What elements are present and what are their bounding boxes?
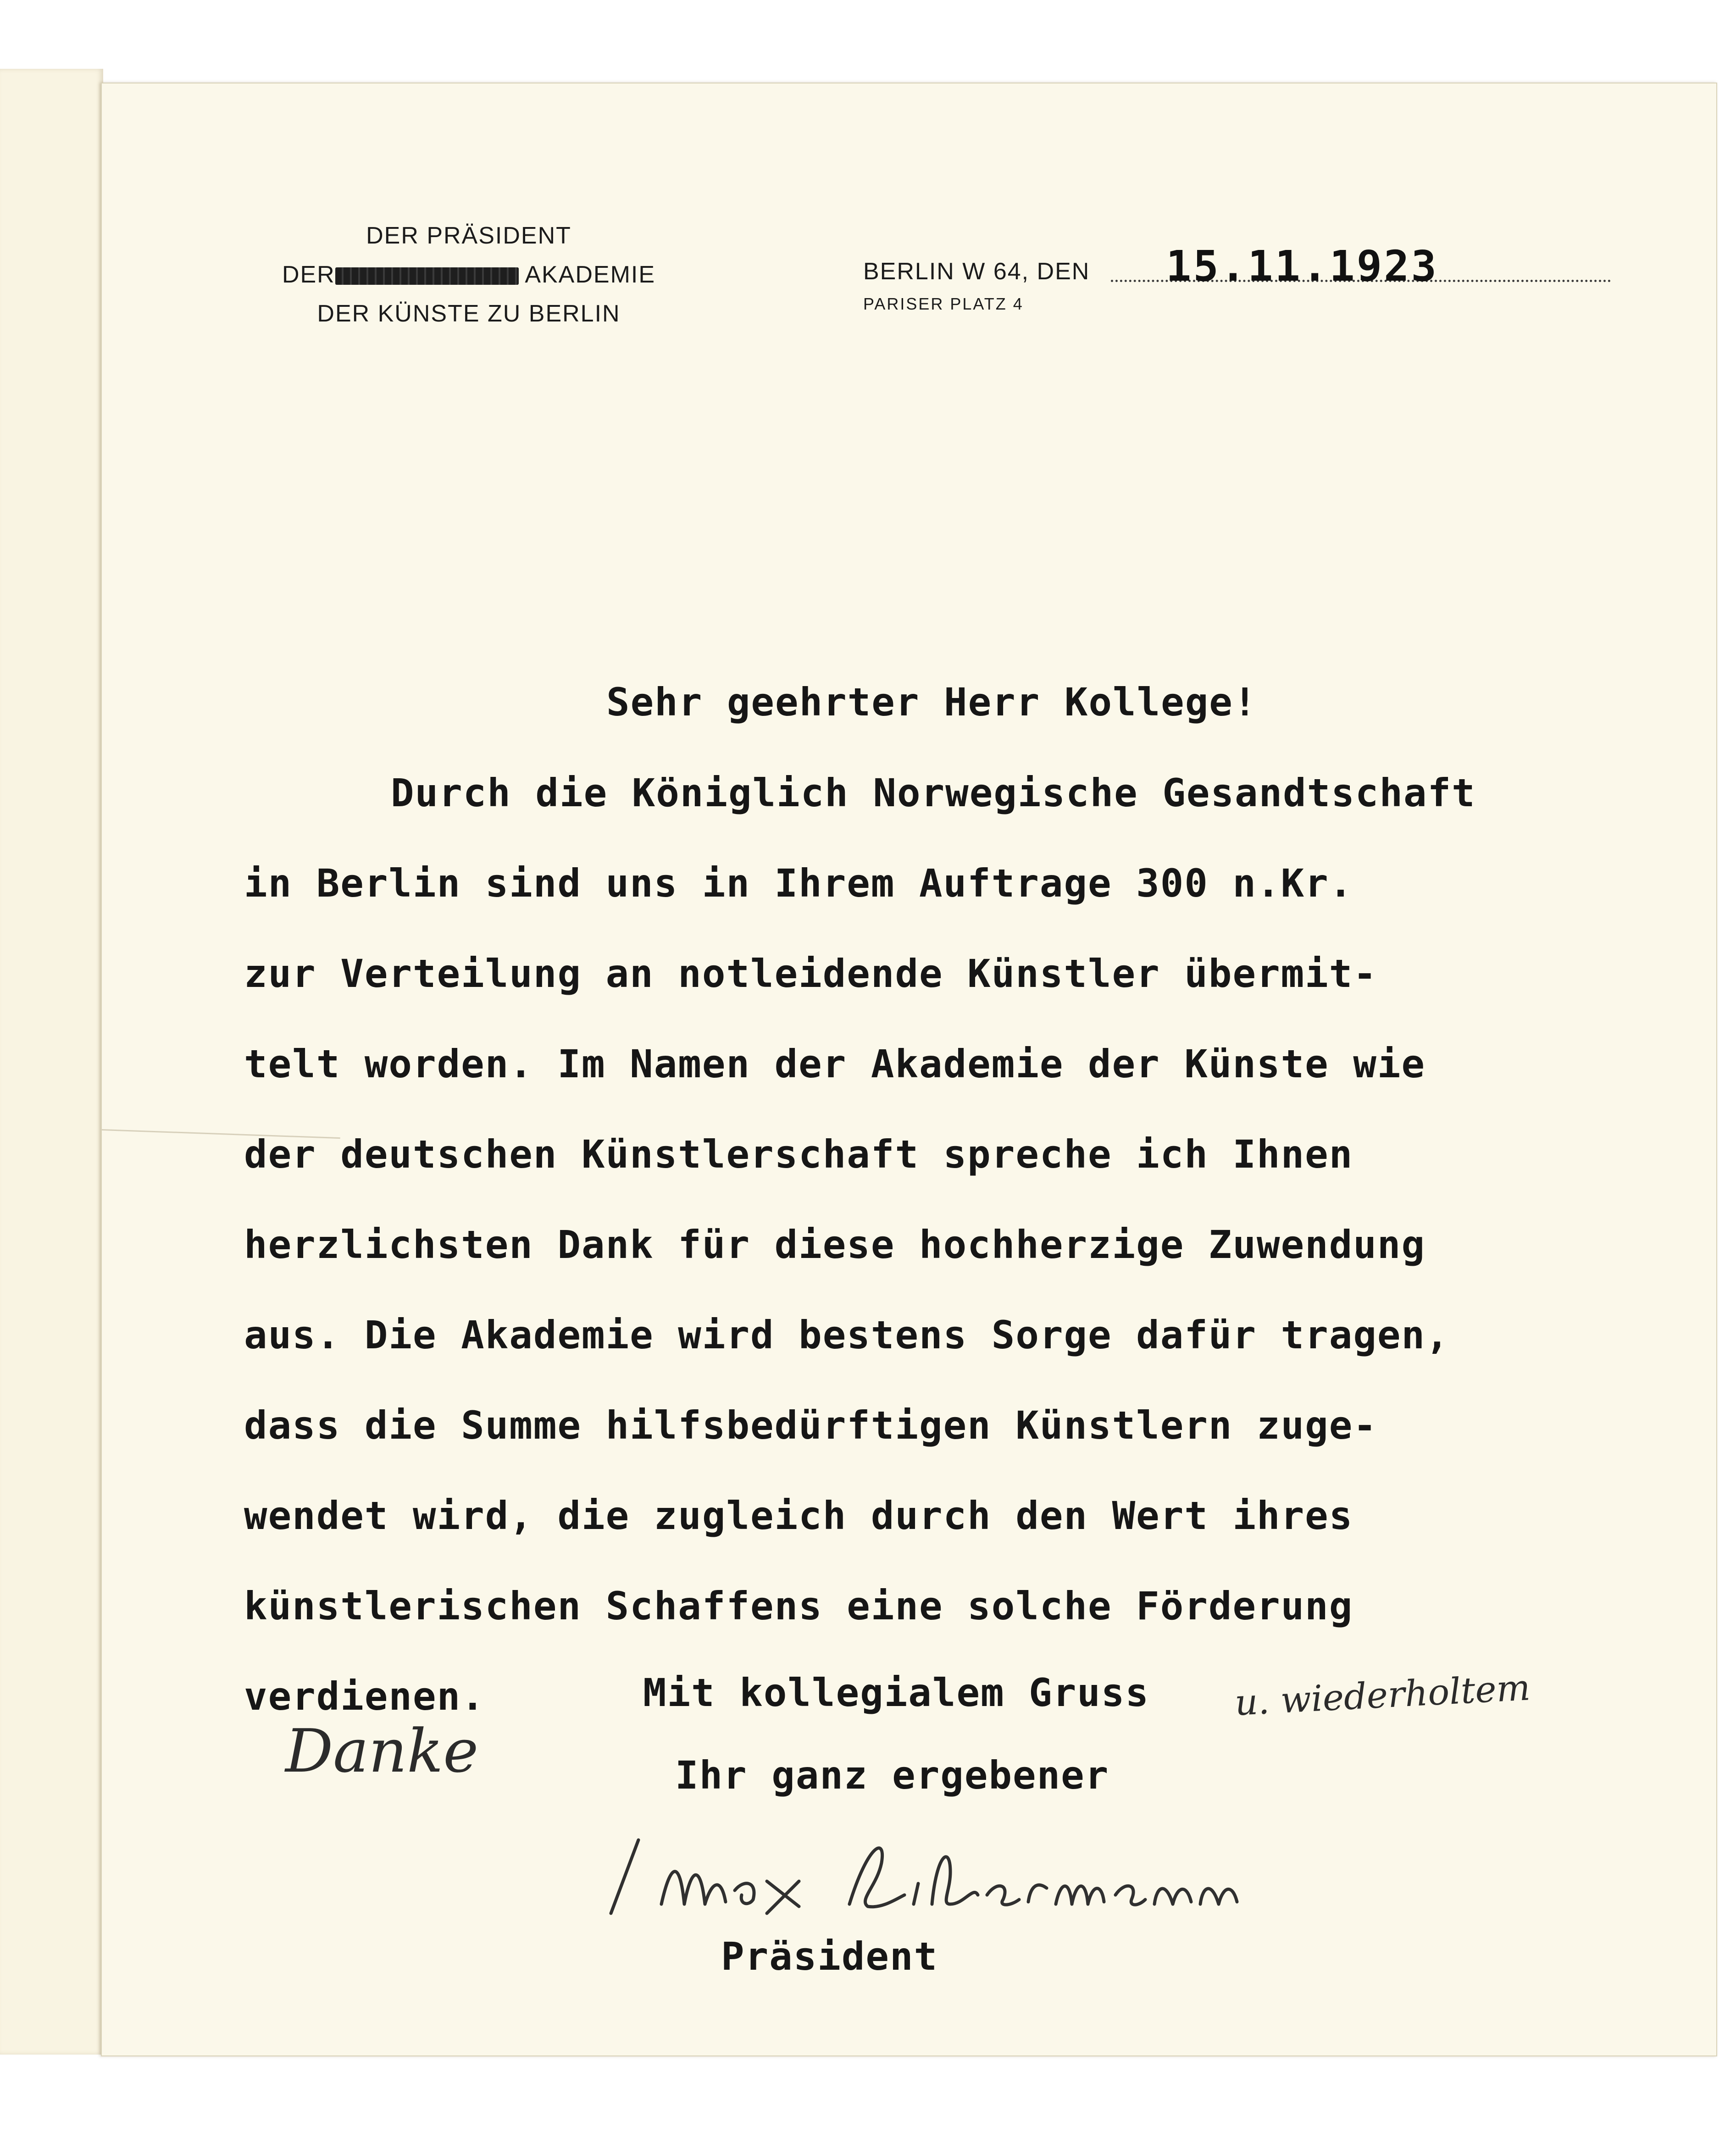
left-folded-sheet	[0, 69, 103, 2055]
body-line-3: zur Verteilung an notleidende Künstler übermit-	[244, 951, 1377, 996]
body-line-6: herzlichsten Dank für diese hochherzige Zuwendung	[244, 1222, 1426, 1267]
complimentary-close: Ihr ganz ergebener	[675, 1753, 1109, 1798]
letter-sheet	[101, 83, 1717, 2056]
letterhead-sender	[194, 216, 744, 333]
letterhead-line1: DER PRÄSIDENT	[366, 222, 571, 249]
letterhead-street: PARISER PLATZ 4	[863, 294, 1024, 313]
body-line-9: wendet wird, die zugleich durch den Wert ihres	[244, 1493, 1353, 1538]
letterhead-line2	[194, 255, 744, 294]
handwritten-signature	[583, 1826, 1363, 1927]
body-line-2: in Berlin sind uns in Ihrem Auftrage 300 n.Kr.	[244, 861, 1353, 906]
body-line-4: telt worden. Im Namen der Akademie der Künste wie	[244, 1042, 1426, 1086]
body-line-1: Durch die Königlich Norwegische Gesandtschaft	[391, 770, 1476, 815]
handwritten-closing-addition: u. wiederholtem	[1234, 1667, 1531, 1724]
salutation: Sehr geehrter Herr Kollege!	[606, 680, 1258, 725]
handwritten-margin-note: Danke	[285, 1716, 479, 1786]
letterhead-line3: DER KÜNSTE ZU BERLIN	[317, 300, 621, 327]
body-line-11: verdienen.	[244, 1674, 485, 1719]
letterhead-line2-prefix: DER	[282, 261, 335, 288]
struck-out-word	[335, 267, 519, 285]
closing-formula: Mit kollegialem Gruss	[643, 1670, 1150, 1715]
body-line-7: aus. Die Akademie wird bestens Sorge dafür tragen,	[244, 1313, 1450, 1357]
letterhead-line2-suffix: AKADEMIE	[525, 261, 656, 288]
letterhead-place: BERLIN W 64, DEN	[863, 258, 1090, 285]
letter-date: 15.11.1923	[1166, 242, 1438, 291]
body-line-10: künstlerischen Schaffens eine solche Förderung	[244, 1584, 1353, 1629]
body-line-8: dass die Summe hilfsbedürftigen Künstlern zuge-	[244, 1403, 1377, 1448]
body-line-5: der deutschen Künstlerschaft spreche ich Ihnen	[244, 1132, 1353, 1177]
signatory-title: Präsident	[721, 1934, 938, 1979]
